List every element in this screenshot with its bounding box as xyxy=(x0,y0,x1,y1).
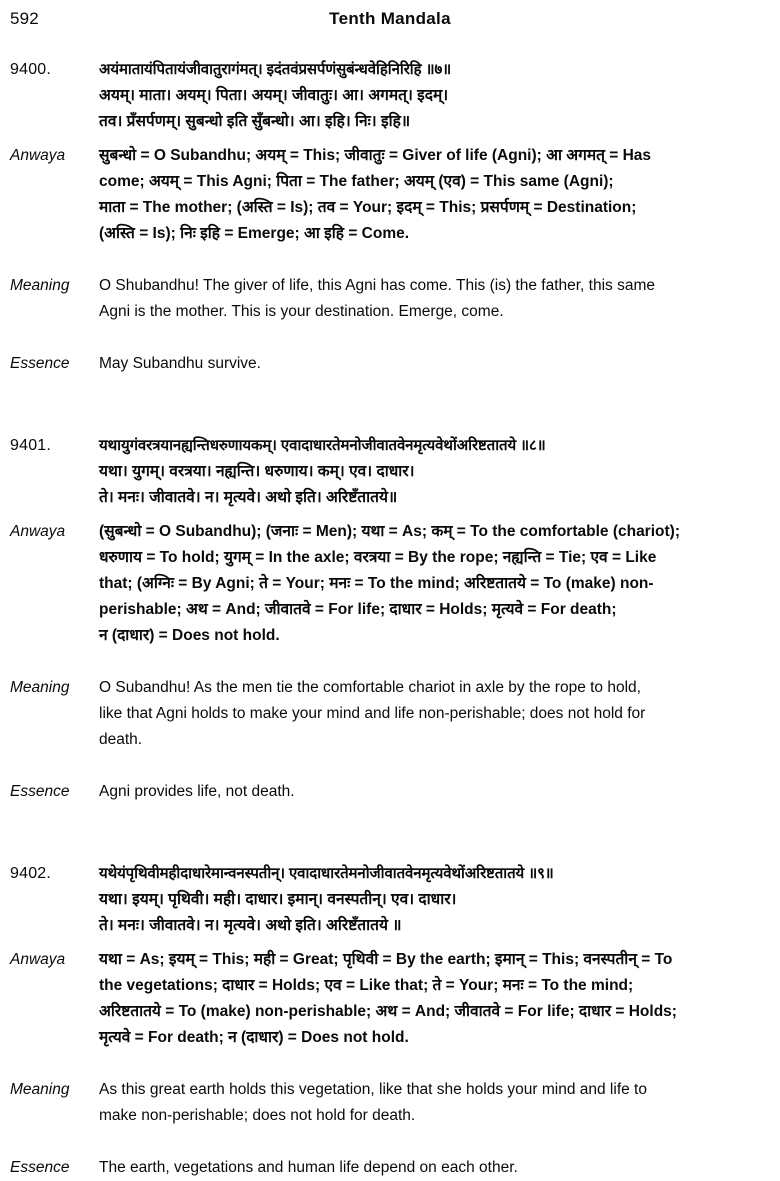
anwaya-row xyxy=(0,519,780,649)
spacer xyxy=(0,511,780,519)
verse-number: 9400. xyxy=(10,61,52,78)
meaning-line: like that Agni holds to make your mind and life non-perishable; does not hold for xyxy=(99,705,646,722)
essence-label: Essence xyxy=(10,783,70,800)
essence-label: Essence xyxy=(10,1159,70,1176)
spacer xyxy=(0,1051,780,1077)
meaning-label: Meaning xyxy=(10,277,70,294)
spacer xyxy=(0,325,780,351)
padapatha-line: ते। मनः। जीवातवे। न। मृत्यवे। अथो इति। अरिष्ट‌ँतातये ॥ xyxy=(99,917,402,934)
meaning-label: Meaning xyxy=(10,679,70,696)
meaning-label: Meaning xyxy=(10,1081,70,1098)
anwaya-row xyxy=(0,947,780,1051)
anwaya-line: (अस्ति = Is); निः इहि = Emerge; आ इहि = Come. xyxy=(99,225,410,242)
spacer xyxy=(0,835,780,861)
meaning-line: death. xyxy=(99,731,143,748)
essence-row xyxy=(0,779,780,805)
essence-label: Essence xyxy=(10,355,70,372)
anwaya-text xyxy=(99,947,765,1051)
meaning-line: O Shubandhu! The giver of life, this Agni has come. This (is) the father, this same xyxy=(99,277,655,294)
anwaya-line: माता = The mother; (अस्ति = Is); तव = Your; इदम् = This; प्रसर्पणम् = Destination; xyxy=(99,199,637,216)
padapatha-line: यथा। इयम्। पृथिवी। मही। दाधार। इमान्। वनस्पतीन्। एव। दाधार। xyxy=(99,891,457,908)
anwaya-line: that; (अग्निः = By Agni; ते = Your; मनः = To the mind; अरिष्टतातये = To (make) non- xyxy=(99,575,654,592)
spacer xyxy=(0,649,780,675)
running-title: Tenth Mandala xyxy=(329,9,451,28)
meaning-row xyxy=(0,273,780,325)
anwaya-text xyxy=(99,519,765,649)
essence-row xyxy=(0,351,780,377)
meaning-row xyxy=(0,1077,780,1129)
page-header xyxy=(0,8,780,34)
spacer xyxy=(0,939,780,947)
anwaya-line: (सुबन्धो = O Subandhu); (जनाः = Men); यथा = As; कम् = To the comfortable (chariot); xyxy=(99,523,680,540)
essence-text xyxy=(99,779,765,805)
essence-line: Agni provides life, not death. xyxy=(99,783,295,800)
spacer xyxy=(0,247,780,273)
padapatha-line: यथा। युगम्। वरत्रया। नह्यन्ति। धरुणाय। कम्। एव। दाधार। xyxy=(99,463,415,480)
verse-sanskrit-row xyxy=(0,861,780,939)
anwaya-text xyxy=(99,143,765,247)
anwaya-line: धरुणाय = To hold; युगम् = In the axle; वरत्रया = By the rope; नह्यन्ति = Tie; एव = Like xyxy=(99,549,657,566)
sanskrit-lines xyxy=(99,861,765,939)
meaning-line: As this great earth holds this vegetation, like that she holds your mind and life to xyxy=(99,1081,647,1098)
essence-row xyxy=(0,1155,780,1181)
padapatha-line: अयम्। माता। अयम्। पिता। अयम्। जीवातुः। आ। अगमत्। इदम्। xyxy=(99,87,449,104)
meaning-text xyxy=(99,1077,765,1129)
essence-line: The earth, vegetations and human life depend on each other. xyxy=(99,1159,518,1176)
anwaya-line: come; अयम् = This Agni; पिता = The father; अयम् (एव) = This same (Agni); xyxy=(99,173,614,190)
page-content xyxy=(0,57,780,1181)
sanskrit-lines xyxy=(99,433,765,511)
essence-text xyxy=(99,351,765,377)
verse-sanskrit-row xyxy=(0,57,780,135)
padapatha-line: तव। प्र‌ँसर्पणम्। सुबन्धो इति सु‌ँबन्धो। आ। इहि। निः। इहि॥ xyxy=(99,113,411,130)
anwaya-line: न (दाधार) = Does not hold. xyxy=(99,627,280,644)
page-number: 592 xyxy=(10,9,39,28)
verse-number: 9402. xyxy=(10,865,52,882)
anwaya-line: perishable; अथ = And; जीवातवे = For life; दाधार = Holds; मृत्यवे = For death; xyxy=(99,601,617,618)
anwaya-label: Anwaya xyxy=(10,523,66,540)
spacer xyxy=(0,1129,780,1155)
samhita-line: यथायुगंवरत्रयानह्यन्तिधरुणायकम्। एवादाधारतेमनोजीवातवेनमृत्यवेथोंअरिष्टतातये ॥८॥ xyxy=(99,437,546,454)
anwaya-line: मृत्यवे = For death; न (दाधार) = Does not hold. xyxy=(99,1029,409,1046)
spacer xyxy=(0,407,780,433)
padapatha-line: ते। मनः। जीवातवे। न। मृत्यवे। अथो इति। अरिष्ट‌ँतातये॥ xyxy=(99,489,398,506)
meaning-text xyxy=(99,675,765,753)
essence-line: May Subandhu survive. xyxy=(99,355,261,372)
verse-number: 9401. xyxy=(10,437,52,454)
verse-block xyxy=(0,57,780,377)
samhita-line: यथेयंपृथिवीमहीदाधारेमान्वनस्पतीन्। एवादाधारतेमनोजीवातवेनमृत्यवेथोंअरिष्टतातये ॥९॥ xyxy=(99,865,554,882)
spacer xyxy=(0,377,780,407)
anwaya-line: अरिष्टतातये = To (make) non-perishable; अथ = And; जीवातवे = For life; दाधार = Holds; xyxy=(99,1003,677,1020)
spacer xyxy=(0,805,780,835)
verse-sanskrit-row xyxy=(0,433,780,511)
verse-block xyxy=(0,861,780,1181)
spacer xyxy=(0,135,780,143)
meaning-line: O Subandhu! As the men tie the comfortable chariot in axle by the rope to hold, xyxy=(99,679,641,696)
anwaya-line: the vegetations; दाधार = Holds; एव = Like that; ते = Your; मनः = To the mind; xyxy=(99,977,634,994)
sanskrit-lines xyxy=(99,57,765,135)
meaning-text xyxy=(99,273,765,325)
meaning-row xyxy=(0,675,780,753)
anwaya-line: सुबन्धो = O Subandhu; अयम् = This; जीवातुः = Giver of life (Agni); आ अगमत् = Has xyxy=(99,147,652,164)
anwaya-label: Anwaya xyxy=(10,147,66,164)
anwaya-row xyxy=(0,143,780,247)
anwaya-label: Anwaya xyxy=(10,951,66,968)
spacer xyxy=(0,753,780,779)
samhita-line: अयंमातायंपितायंजीवातुरागंमत्। इदंतवंप्रसर्पणंसुबंन्धवेहिनिरिहि ॥७॥ xyxy=(99,61,452,78)
essence-text xyxy=(99,1155,765,1181)
anwaya-line: यथा = As; इयम् = This; मही = Great; पृथिवी = By the earth; इमान् = This; वनस्पतीन् = To xyxy=(99,951,673,968)
meaning-line: make non-perishable; does not hold for death. xyxy=(99,1107,416,1124)
meaning-line: Agni is the mother. This is your destination. Emerge, come. xyxy=(99,303,504,320)
verse-block xyxy=(0,433,780,805)
